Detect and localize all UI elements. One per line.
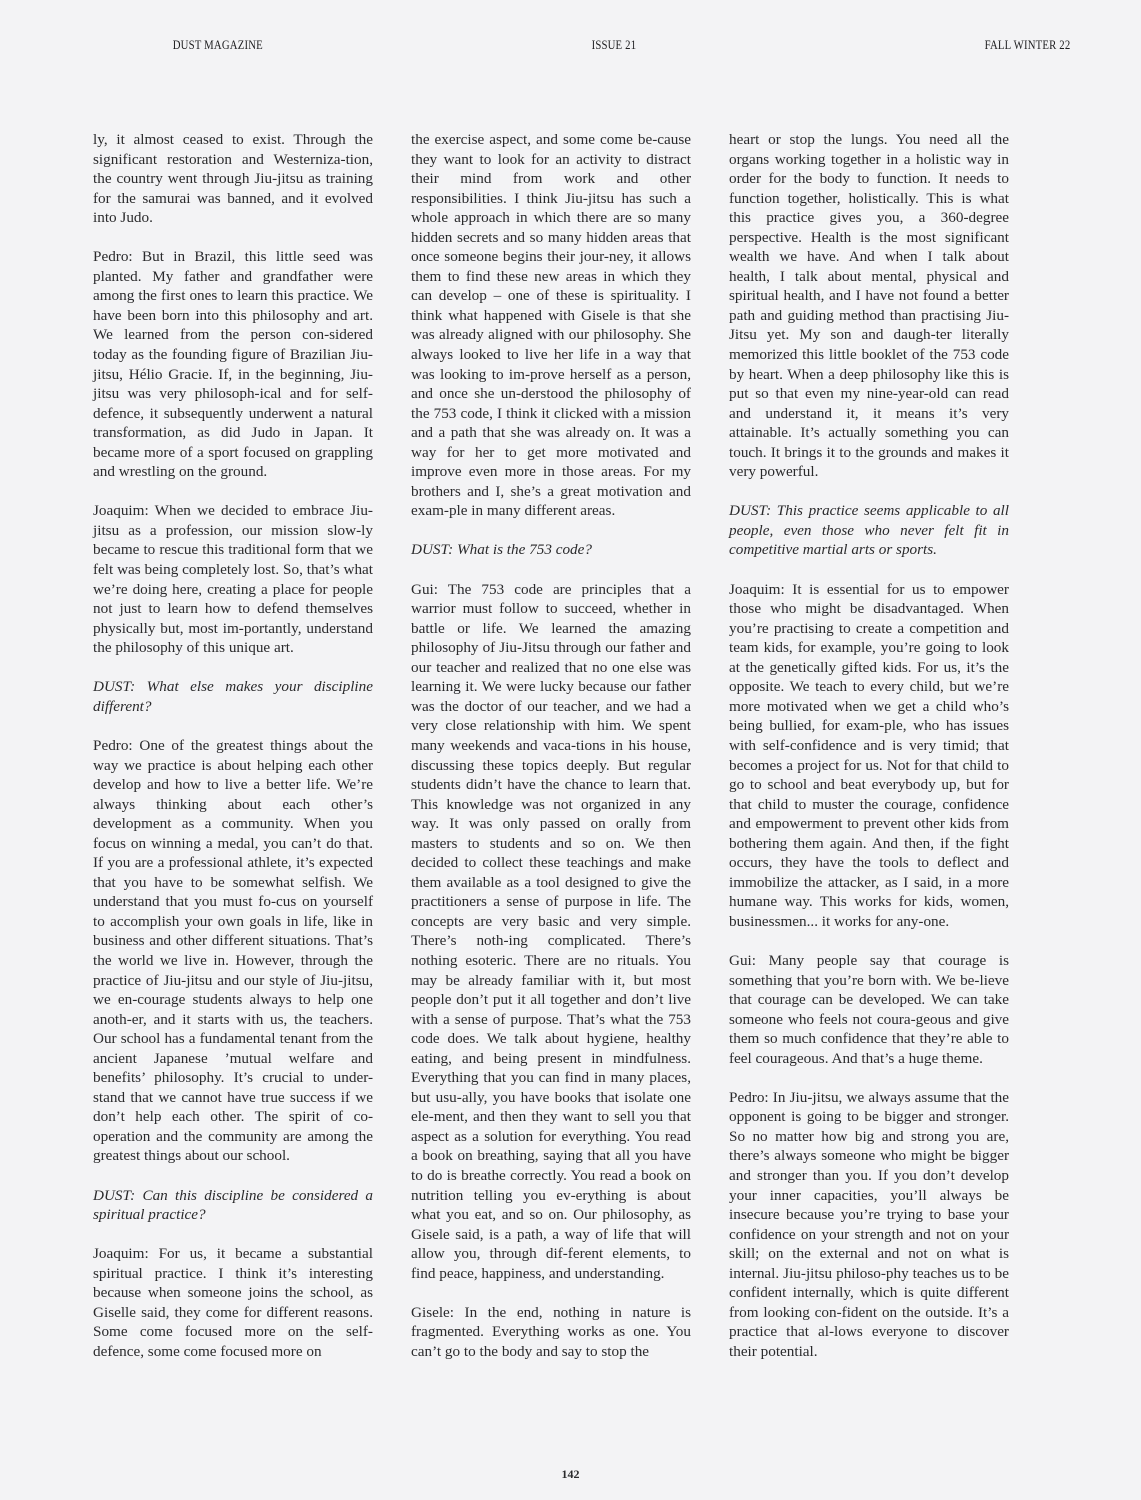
interview-answer: Pedro: But in Brazil, this little seed was planted. My father and grandfather were among the first ones to learn this practice. We have been born into this philosophy and art. We learned from the person con-sidered today as the founding figure of Brazilian Jiu-jitsu, Hélio Gracie. If, in the beginning, Jiu-jitsu was very philosoph-ical and for self-defence, it subsequently underwent a natural transformation, as did Judo in Japan. It became more of a sport focused on grappling and wrestling on the ground. bbox=[93, 248, 373, 481]
interview-answer: Joaquim: For us, it became a substantial spiritual practice. I think it’s interesting because when someone joins the school, as Giselle said, they come for different reasons. Some come focused more on the self-defence, some come focused more on bbox=[93, 1245, 373, 1360]
interview-question: DUST: What else makes your discipline different? bbox=[93, 678, 373, 715]
interview-question: DUST: What is the 753 code? bbox=[411, 541, 592, 559]
text-column-2 bbox=[411, 130, 691, 1381]
interview-answer: Gui: The 753 code are principles that a warrior must follow to succeed, whether in battle or life. We learned the amazing philosophy of Jiu-Jitsu through our father and our teacher and realized that no one else was learning it. We were lucky because our father was the doctor of our teacher, and we had a very close relationship with him. We spent many weekends and vaca-tions in his house, discussing these topics deeply. But regular students didn’t have the chance to learn that. This knowledge was not organized in any way. It was only passed on orally from masters to students and so on. We then decided to collect these teachings and make them available as a tool designed to give the practitioners a sense of purpose in life. The concepts are very basic and very simple. There’s noth-ing complicated. There’s nothing esoteric. There are no rituals. You may be already familiar with it, but most people don’t put it all together and don’t live with a sense of purpose. That’s what the 753 code does. We talk about hygiene, healthy eating, and being present in mindfulness. Everything that you can find in many places, but usu-ally, you have books that isolate one ele-ment, and then they want to sell you that aspect as a solution for everything. You read a book on breathing, saying that all you have to do is breathe correctly. You read a book on nutrition telling you ev-erything is about what you eat, and so on. Our philosophy, as Gisele said, is a path, a way of life that will allow you, through dif-ferent elements, to find peace, happiness, and understanding. bbox=[411, 580, 691, 1282]
interview-answer: Pedro: In Jiu-jitsu, we always assume that the opponent is going to be bigger and stronger. So no matter how big and strong you are, there’s always someone who might be bigger and stronger than you. If you don’t develop your inner capacities, you’ll always be insecure because you’re trying to base your confidence on your strength and not on your skill; on the external and not on what is internal. Jiu-jitsu philoso-phy teaches us to be confident internally, which is quite different from looking con-fident on the outside. It’s a practice that al-lows everyone to discover their potential. bbox=[729, 1088, 1009, 1360]
interview-answer: Joaquim: When we decided to embrace Jiu-jitsu as a profession, our mission slow-ly became to rescue this traditional form that we felt was being completely lost. So, that’s what we’re doing here, creating a place for people not just to learn how to defend themselves physically but, most im-portantly, understand the philosophy of this unique art. bbox=[93, 502, 373, 657]
interview-answer: Pedro: One of the greatest things about the way we practice is about helping each other develop and how to live a better life. We’re always thinking about each other’s development as a community. When you focus on winning a medal, you can’t do that. If you are a professional athlete, it’s expected that you have to be somewhat selfish. We understand that you must fo-cus on yourself to accomplish your own goals in life, like in business and other different situations. That’s the world we live in. However, through the practice of Jiu-jitsu and our style of Jiu-jitsu, we en-courage students always to help one anoth-er, and it starts with us, the teachers. Our school has a fundamental tenant from the ancient Japanese ’mutual welfare and benefits’ philosophy. It’s crucial to under-stand that we cannot have true success if we don’t help each other. The spirit of co-operation and the community are among the greatest things about our school. bbox=[93, 736, 373, 1165]
text-column-1 bbox=[93, 130, 373, 1381]
magazine-title: DUST MAGAZINE bbox=[172, 38, 263, 52]
page-number: 142 bbox=[561, 1467, 580, 1481]
interview-answer: Gisele: In the end, nothing in nature is fragmented. Everything works as one. You can’t go to the body and say to stop the bbox=[411, 1303, 691, 1360]
issue-number: ISSUE 21 bbox=[591, 38, 637, 52]
interview-question: DUST: This practice seems applicable to all people, even those who never felt fit in competitive martial arts or sports. bbox=[729, 502, 1009, 559]
interview-answer: the exercise aspect, and some come be-cause they want to look for an activity to distract their mind from work and other responsibilities. I think Jiu-jitsu has such a whole approach in which there are so many hidden secrets and so many hidden areas that once someone begins their jour-ney, it allows them to find these new areas in which they can develop – one of these is spirituality. I think what happened with Gisele is that she was already aligned with our philosophy. She always looked to live her life in a way that was looking to im-prove herself as a person, and once she un-derstood the philosophy of the 753 code, I think it clicked with a mission and a path that she was already on. It was a way for her to get more motivated and improve even more in those areas. For my brothers and I, she’s a great motivation and exam-ple in many different areas. bbox=[411, 131, 691, 520]
season-label: FALL WINTER 22 bbox=[984, 38, 1071, 52]
interview-answer: heart or stop the lungs. You need all the organs working together in a holistic way in order for the body to function. It needs to function together, holistically. This is what this practice gives you, a 360-degree perspective. Health is the most significant wealth we have. And when I talk about health, I talk about mental, physical and spiritual health, and I have not found a better path and guiding method than practising Jiu-Jitsu yet. My son and daugh-ter literally memorized this little booklet of the 753 code by heart. When a deep philosophy like this is put so that even my nine-year-old can read and understand it, it means it’s very attainable. It’s actually something you can touch. It brings it to the grounds and makes it very powerful. bbox=[729, 131, 1009, 481]
interview-answer: Joaquim: It is essential for us to empower those who might be disadvantaged. When you’re practising to create a competition and team kids, for example, you’re going to look at the genetically gifted kids. For us, it’s the opposite. We teach to every child, but we’re more motivated when we get a child who’s being bullied, for exam-ple, who has issues with self-confidence and is very timid; that becomes a project for us. Not for that child to go to school and beat everybody up, but for that child to muster the courage, confidence and empowerment to prevent other kids from bothering them again. And then, if the fight occurs, they have the tools to deflect and immobilize the attacker, as I said, in a more humane way. This works for kids, women, businessmen... it works for any-one. bbox=[729, 580, 1009, 930]
interview-answer: ly, it almost ceased to exist. Through the significant restoration and Westerniza-tion, the country went through Jiu-jitsu as training for the samurai was banned, and it evolved into Judo. bbox=[93, 131, 373, 227]
running-header bbox=[80, 38, 1071, 58]
interview-question: DUST: Can this discipline be considered a spiritual practice? bbox=[93, 1186, 373, 1224]
text-column-3 bbox=[729, 130, 1009, 1381]
interview-answer: Gui: Many people say that courage is something that you’re born with. We be-lieve that courage can be developed. We can take someone who feels not coura-geous and give them so much confidence that they’re able to feel courageous. And that’s a huge theme. bbox=[729, 951, 1009, 1067]
